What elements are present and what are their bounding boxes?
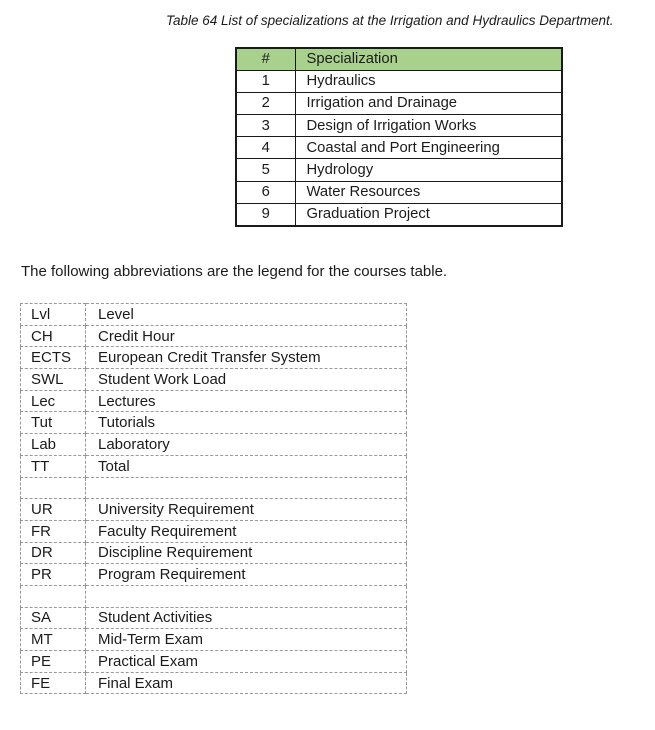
legend-meaning-cell: Tutorials — [86, 412, 407, 434]
legend-meaning-cell: Student Work Load — [86, 369, 407, 391]
table-row — [21, 390, 407, 412]
legend-meaning-cell: University Requirement — [86, 499, 407, 521]
spec-number-cell: 3 — [236, 115, 295, 137]
table-row — [21, 304, 407, 326]
legend-meaning-cell: Practical Exam — [86, 651, 407, 673]
legend-abbr-cell: Tut — [21, 412, 86, 434]
spec-name-cell: Graduation Project — [295, 203, 562, 225]
spec-name-cell: Design of Irrigation Works — [295, 115, 562, 137]
spec-number-cell: 4 — [236, 137, 295, 159]
table-row — [236, 70, 562, 92]
table-row — [21, 455, 407, 477]
legend-abbr-cell: ECTS — [21, 347, 86, 369]
legend-abbr-cell: MT — [21, 629, 86, 651]
spec-number-cell: 2 — [236, 92, 295, 114]
table-row — [236, 159, 562, 181]
spec-name-cell: Coastal and Port Engineering — [295, 137, 562, 159]
table-row — [21, 347, 407, 369]
legend-abbr-cell: FE — [21, 672, 86, 694]
spec-header-specialization: Specialization — [295, 48, 562, 70]
legend-abbr-cell — [21, 585, 86, 607]
table-row — [21, 434, 407, 456]
table-row — [21, 499, 407, 521]
legend-meaning-cell: Mid-Term Exam — [86, 629, 407, 651]
legend-abbr-cell: Lvl — [21, 304, 86, 326]
spec-header-number: # — [236, 48, 295, 70]
legend-abbr-cell: TT — [21, 455, 86, 477]
legend-abbr-cell: CH — [21, 325, 86, 347]
table-row — [21, 369, 407, 391]
legend-abbr-cell: PE — [21, 651, 86, 673]
table-row — [21, 564, 407, 586]
table-caption: Table 64 List of specializations at the Irrigation and Hydraulics Department. — [166, 13, 614, 28]
table-row — [21, 412, 407, 434]
legend-meaning-cell: Total — [86, 455, 407, 477]
legend-meaning-cell: Credit Hour — [86, 325, 407, 347]
legend-abbr-cell: Lec — [21, 390, 86, 412]
legend-meaning-cell: Laboratory — [86, 434, 407, 456]
table-row — [21, 325, 407, 347]
specializations-table — [235, 47, 563, 227]
table-row — [236, 203, 562, 225]
intro-paragraph: The following abbreviations are the legend for the courses table. — [21, 263, 448, 280]
spec-number-cell: 1 — [236, 70, 295, 92]
table-row — [236, 181, 562, 203]
table-row-blank — [21, 585, 407, 607]
legend-meaning-cell: Final Exam — [86, 672, 407, 694]
spec-header-row — [236, 48, 562, 70]
legend-meaning-cell: Discipline Requirement — [86, 542, 407, 564]
table-row — [236, 115, 562, 137]
legend-table — [20, 303, 407, 694]
table-row — [21, 542, 407, 564]
legend-meaning-cell — [86, 477, 407, 499]
legend-meaning-cell: Level — [86, 304, 407, 326]
table-row — [21, 651, 407, 673]
spec-name-cell: Hydrology — [295, 159, 562, 181]
legend-meaning-cell: European Credit Transfer System — [86, 347, 407, 369]
table-row — [21, 520, 407, 542]
legend-abbr-cell: FR — [21, 520, 86, 542]
legend-meaning-cell: Lectures — [86, 390, 407, 412]
legend-abbr-cell: Lab — [21, 434, 86, 456]
legend-abbr-cell: SA — [21, 607, 86, 629]
table-row — [236, 137, 562, 159]
spec-name-cell: Water Resources — [295, 181, 562, 203]
spec-name-cell: Irrigation and Drainage — [295, 92, 562, 114]
table-row — [21, 672, 407, 694]
spec-number-cell: 6 — [236, 181, 295, 203]
legend-abbr-cell: PR — [21, 564, 86, 586]
table-row-blank — [21, 477, 407, 499]
table-row — [21, 607, 407, 629]
table-row — [236, 92, 562, 114]
spec-number-cell: 5 — [236, 159, 295, 181]
legend-abbr-cell: DR — [21, 542, 86, 564]
legend-abbr-cell: UR — [21, 499, 86, 521]
table-row — [21, 629, 407, 651]
legend-abbr-cell — [21, 477, 86, 499]
spec-number-cell: 9 — [236, 203, 295, 225]
legend-meaning-cell: Program Requirement — [86, 564, 407, 586]
legend-meaning-cell — [86, 585, 407, 607]
legend-meaning-cell: Student Activities — [86, 607, 407, 629]
legend-meaning-cell: Faculty Requirement — [86, 520, 407, 542]
spec-name-cell: Hydraulics — [295, 70, 562, 92]
legend-abbr-cell: SWL — [21, 369, 86, 391]
